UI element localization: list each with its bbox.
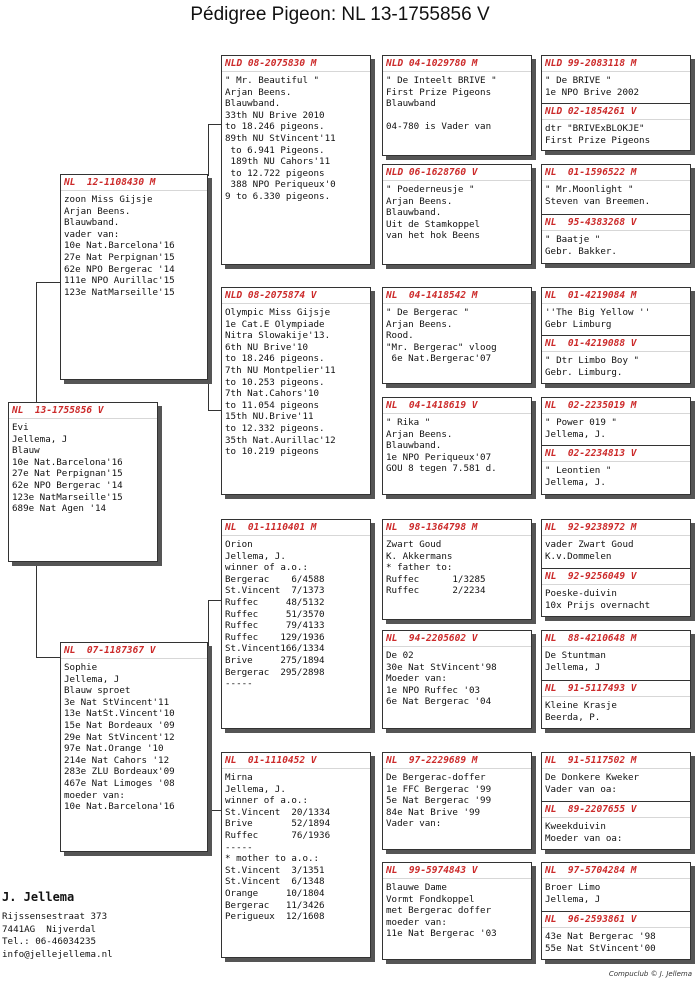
connector-line <box>208 124 209 176</box>
connector-line <box>208 410 221 411</box>
ring-number: NL 98-1364798 M <box>383 520 531 536</box>
pigeon-details: Zwart Goud K. Akkermans * father to: Ruffec 1/3285 Ruffec 2/2234 <box>386 539 486 597</box>
pigeon-details: Broer Limo Jellema, J <box>545 882 601 905</box>
ring-number: NL 91-5117502 M <box>542 753 690 769</box>
great-great-grandparent-pair <box>541 752 691 850</box>
grandsire-paternal-card <box>221 55 371 265</box>
ring-number: NL 01-4219084 M <box>542 288 690 304</box>
pigeon-details: " Mr.Moonlight " Steven van Breemen. <box>545 184 651 207</box>
great-great-grandparent-pair <box>541 397 691 495</box>
pigeon-details: " Leontien " Jellema, J. <box>545 465 612 488</box>
great-great-grandparent-pair <box>541 164 691 264</box>
dam-card <box>60 642 208 852</box>
ring-number: NLD 02-1854261 V <box>542 104 690 120</box>
pigeon-details: " Mr. Beautiful " Arjan Beens. Blauwband. 33th NU Brive 2010 to 18.246 pigeons. 89th NU StVincent'11 to 6.941 Pigeons. 189th NU Cahors'11 to 12.722 pigeons 388 NPO Periqueux'0 9 to 6.330 pigeons. <box>225 75 336 202</box>
ring-number: NL 02-2235019 M <box>542 398 690 414</box>
ring-number: NL 13-1755856 V <box>9 403 157 419</box>
ring-number: NL 01-4219088 V <box>542 336 690 352</box>
ring-number: NL 88-4210648 M <box>542 631 690 647</box>
pigeon-details: " Baatje " Gebr. Bakker. <box>545 234 617 257</box>
pigeon-details: De 02 30e Nat StVincent'98 Moeder van: 1e NPO Ruffec '03 6e Nat Bergerac '04 <box>386 650 497 708</box>
great-great-grandparent-pair <box>541 630 691 729</box>
granddam-paternal-card <box>221 287 371 495</box>
pigeon-details: " Dtr Limbo Boy " Gebr. Limburg. <box>545 355 640 378</box>
ring-number: NL 04-1418542 M <box>383 288 531 304</box>
pigeon-details: " Rika " Arjan Beens. Blauwband. 1e NPO Periqueux'07 GOU 8 tegen 7.581 d. <box>386 417 497 475</box>
pigeon-details: De Stuntman Jellema, J <box>545 650 606 673</box>
breeder-name: J. Jellema <box>2 890 75 904</box>
pigeon-details: " De Bergerac " Arjan Beens. Rood. "Mr. Bergerac" vloog 6e Nat.Bergerac'07 <box>386 307 497 365</box>
pigeon-details: Sophie Jellema, J Blauw sproet 3e Nat StVincent'11 13e NatSt.Vincent'10 15e Nat Bordeaux '09 29e Nat StVincent'12 97e Nat.Orange '10 214e Nat Cahors '12 283e ZLU Bordeaux'09 467e Nat Limoges '08 moeder van: 10e Nat.Barcelona'16 <box>64 662 175 813</box>
ring-number: NLD 06-1628760 V <box>383 165 531 181</box>
great-grandparent-card <box>382 164 532 265</box>
pigeon-details: vader Zwart Goud K.v.Dommelen <box>545 539 634 562</box>
great-great-grandparent-pair <box>541 287 691 384</box>
connector-line <box>36 562 37 657</box>
connector-line <box>36 657 60 658</box>
connector-line <box>208 810 221 811</box>
pigeon-details: Orion Jellema, J. winner of a.o.: Bergerac 6/4588 St.Vincent 7/1373 Ruffec 48/5132 Ruffec 51/3570 Ruffec 79/4133 Ruffec 129/1936 St.Vincent166/1334 Brive 275/1894 Bergerac 295/2898 ----- <box>225 539 325 690</box>
subject-card <box>8 402 158 562</box>
ring-number: NL 95-4383268 V <box>542 215 690 231</box>
pigeon-details: Kweekduivin Moeder van oa: <box>545 821 623 844</box>
ring-number: NL 07-1187367 V <box>61 643 207 659</box>
great-grandparent-card <box>382 287 532 384</box>
pigeon-details: " De Inteelt BRIVE " First Prize Pigeons Blauwband 04-780 is Vader van <box>386 75 497 133</box>
pigeon-details: Olympic Miss Gijsje 1e Cat.E Olympiade Nitra Slowakije'13. 6th NU Brive'10 to 18.246 pigeons. 7th NU Montpelier'11 to 10.253 pigeons. 7th Nat.Cahors'10 to 11.054 pigeons 15th NU.Brive'11 to 12.332 pigeons. 35th Nat.Aurillac'12 to 10.219 pigeons <box>225 307 336 458</box>
ring-number: NL 12-1108430 M <box>61 175 207 191</box>
great-grandparent-card <box>382 519 532 620</box>
sire-card <box>60 174 208 380</box>
pigeon-details: De Bergerac-doffer 1e FFC Bergerac '99 5e Nat Bergerac '99 84e Nat Brive '99 Vader van: <box>386 772 492 830</box>
great-grandparent-card <box>382 397 532 495</box>
ring-number: NL 91-5117493 V <box>542 681 690 697</box>
ring-number: NLD 08-2075874 V <box>222 288 370 304</box>
ring-number: NL 01-1110452 V <box>222 753 370 769</box>
ring-number: NL 89-2207655 V <box>542 802 690 818</box>
connector-line <box>208 600 221 601</box>
great-great-grandparent-pair <box>541 862 691 960</box>
ring-number: NL 02-2234813 V <box>542 446 690 462</box>
pigeon-details: Mirna Jellema, J. winner of a.o.: St.Vincent 20/1334 Brive 52/1894 Ruffec 76/1936 ----- * mother to a.o.: St.Vincent 3/1351 St.Vincent 6/1348 Orange 10/1804 Bergerac 11/3426 Perigueux 12/1608 <box>225 772 331 923</box>
ring-number: NLD 04-1029780 M <box>383 56 531 72</box>
pigeon-details: Poeske-duivin 10x Prijs overnacht <box>545 588 651 611</box>
page-title: Pédigree Pigeon: NL 13-1755856 V <box>190 4 490 25</box>
ring-number: NL 94-2205602 V <box>383 631 531 647</box>
great-grandparent-card <box>382 752 532 850</box>
pigeon-details: dtr "BRIVExBLOKJE" First Prize Pigeons <box>545 123 651 146</box>
grandsire-maternal-card <box>221 519 371 729</box>
great-grandparent-card <box>382 630 532 729</box>
ring-number: NL 97-5704284 M <box>542 863 690 879</box>
pigeon-details: De Donkere Kweker Vader van oa: <box>545 772 640 795</box>
ring-number: NL 99-5974843 V <box>383 863 531 879</box>
pigeon-details: " Poederneusje " Arjan Beens. Blauwband. Uit de Stamkoppel van het hok Beens <box>386 184 481 242</box>
pigeon-details: " Power 019 " Jellema, J. <box>545 417 617 440</box>
pigeon-details: 43e Nat Bergerac '98 55e Nat StVincent'00 <box>545 931 656 954</box>
great-grandparent-card <box>382 55 532 156</box>
pigeon-details: zoon Miss Gijsje Arjan Beens. Blauwband. vader van: 10e Nat.Barcelona'16 27e Nat Perpignan'15 62e NPO Bergerac '14 111e NPO Aurillac'15 123e NatMarseille'15 <box>64 194 175 298</box>
ring-number: NL 01-1596522 M <box>542 165 690 181</box>
connector-line <box>208 124 221 125</box>
ring-number: NL 92-9256049 V <box>542 569 690 585</box>
connector-line <box>208 380 209 410</box>
pigeon-details: Evi Jellema, J Blauw 10e Nat.Barcelona'16 27e Nat Perpignan'15 62e NPO Bergerac '14 123e NatMarseille'15 689e Nat Agen '14 <box>12 422 123 515</box>
breeder-address: Rijssensestraat 373 7441AG Nijverdal Tel.: 06-46034235 info@jellejellema.nl <box>2 911 113 960</box>
great-great-grandparent-pair <box>541 55 691 151</box>
pigeon-details: ''The Big Yellow '' Gebr Limburg <box>545 307 651 330</box>
ring-number: NL 01-1110401 M <box>222 520 370 536</box>
ring-number: NLD 99-2083118 M <box>542 56 690 72</box>
pigeon-details: " De BRIVE " 1e NPO Brive 2002 <box>545 75 640 98</box>
ring-number: NL 97-2229689 M <box>383 753 531 769</box>
ring-number: NLD 08-2075830 M <box>222 56 370 72</box>
pigeon-details: Blauwe Dame Vormt Fondkoppel met Bergerac doffer moeder van: 11e Nat Bergerac '03 <box>386 882 497 940</box>
great-great-grandparent-pair <box>541 519 691 617</box>
ring-number: NL 96-2593861 V <box>542 912 690 928</box>
pigeon-details: Kleine Krasje Beerda, P. <box>545 700 617 723</box>
ring-number: NL 92-9238972 M <box>542 520 690 536</box>
credit-note: Compuclub © J. Jellema <box>608 970 692 978</box>
connector-line <box>208 600 209 660</box>
connector-line <box>208 770 209 810</box>
great-grandparent-card <box>382 862 532 960</box>
connector-line <box>36 282 60 283</box>
granddam-maternal-card <box>221 752 371 958</box>
connector-line <box>36 282 37 402</box>
ring-number: NL 04-1418619 V <box>383 398 531 414</box>
